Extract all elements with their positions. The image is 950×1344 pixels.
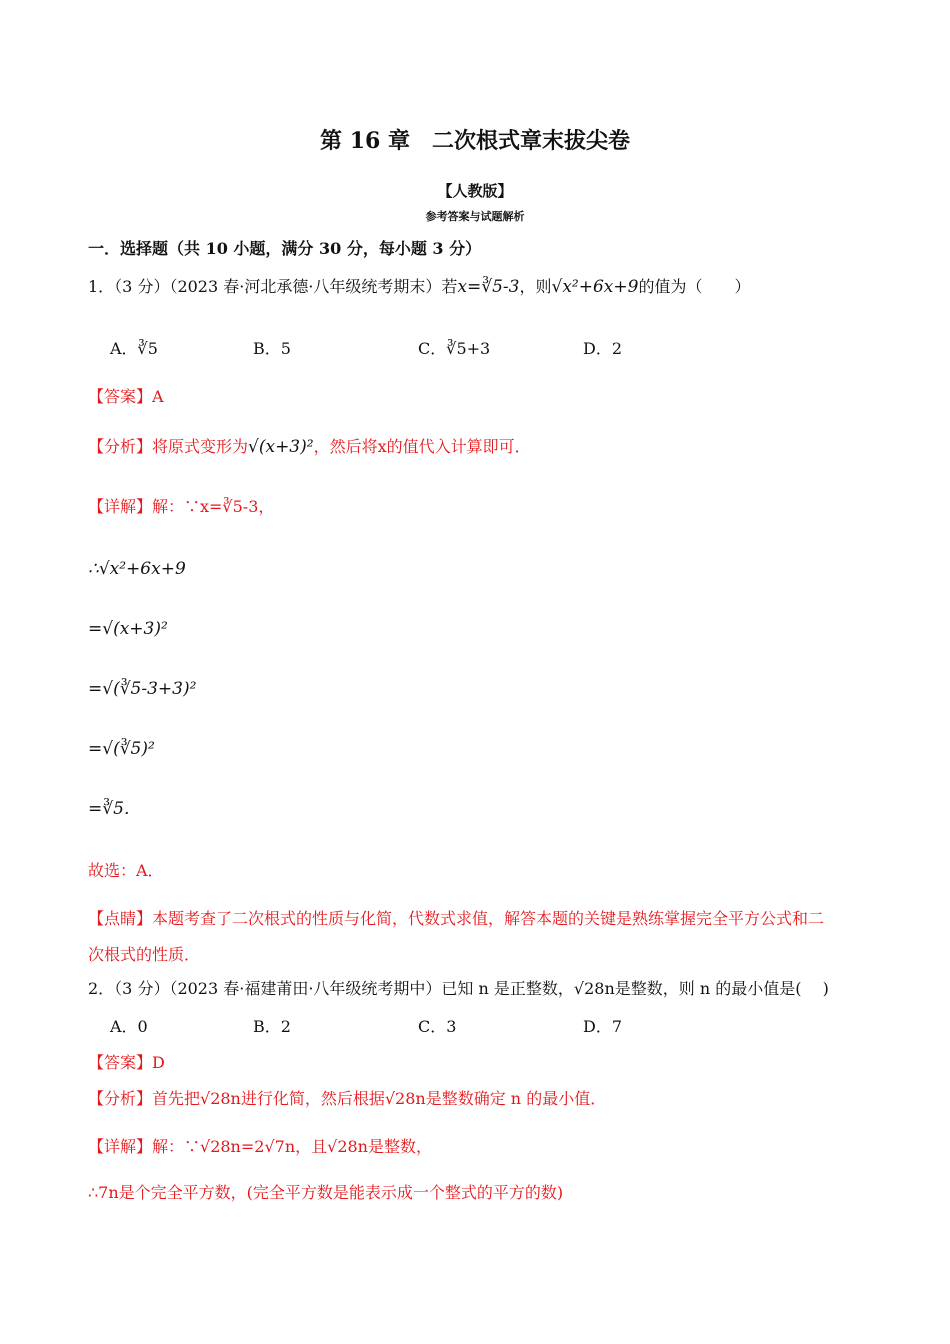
q1-analysis-pre: 【分析】将原式变形为 — [88, 437, 249, 456]
subtitle: 参考答案与试题解析 — [425, 210, 525, 223]
edition-label: 【人教版】 — [437, 182, 513, 200]
section-heading: 一．选择题（共 10 小题，满分 30 分，每小题 3 分） — [88, 239, 482, 258]
q2-option-d: D．7 — [583, 1017, 623, 1036]
q1-answer: 【答案】A — [88, 387, 164, 406]
q1-comment-line-1: 【点睛】本题考查了二次根式的性质与化简，代数式求值，解答本题的关键是熟练掌握完全平方公式和二 — [88, 909, 825, 928]
q1-comment-line-2: 次根式的性质． — [88, 945, 201, 964]
q2-detail: 【详解】解：∵√28n=2√7n，且√28n是整数， — [88, 1137, 432, 1156]
q2-option-c: C．3 — [418, 1017, 457, 1036]
q1-stem-post: 的值为（ ） — [638, 277, 751, 296]
q1-stem — [88, 276, 750, 298]
q2-option-a: A．0 — [110, 1017, 148, 1036]
q1-choose: 故选：A． — [88, 861, 164, 880]
q2-option-b: B．2 — [253, 1017, 291, 1036]
q1-option-c: C．∛5+3 — [418, 339, 491, 358]
q2-stem: 2．（3 分）（2023 春·福建莆田·八年级统考期中）已知 n 是正整数，√28n是整数，则 n 的最小值是( ) — [88, 979, 829, 998]
q1-expression: √x²+6x+9 — [551, 277, 639, 297]
q1-option-b: B．5 — [253, 339, 291, 358]
q1-step-2: =√(x+3)² — [88, 619, 168, 639]
page-title: 第 16 章 二次根式章末拔尖卷 — [320, 128, 630, 154]
q1-detail: 【详解】解：∵x=∛5-3， — [88, 497, 275, 516]
q1-analysis-post: ，然后将x的值代入计算即可． — [313, 437, 531, 456]
q2-analysis: 【分析】首先把√28n进行化简，然后根据√28n是整数确定 n 的最小值． — [88, 1089, 607, 1108]
q1-stem-pre: 1．（3 分）（2023 春·河北承德·八年级统考期末）若 — [88, 277, 458, 296]
q1-step-5: =∛5． — [88, 799, 141, 819]
q2-conclusion: ∴7n是个完全平方数，(完全平方数是能表示成一个整式的平方的数) — [88, 1183, 564, 1202]
q1-analysis — [88, 436, 531, 458]
q1-option-a: A．∛5 — [110, 339, 158, 358]
q1-analysis-expr: √(x+3)² — [248, 437, 314, 457]
q2-answer: 【答案】D — [88, 1053, 165, 1072]
q1-step-1: ∴√x²+6x+9 — [88, 559, 186, 579]
q1-step-3: =√(∛5-3+3)² — [88, 679, 197, 699]
q1-stem-mid: ，则 — [519, 277, 552, 296]
q1-condition: x=∛5-3 — [457, 277, 520, 297]
q1-option-d: D．2 — [583, 339, 623, 358]
q1-step-4: =√(∛5)² — [88, 739, 155, 759]
